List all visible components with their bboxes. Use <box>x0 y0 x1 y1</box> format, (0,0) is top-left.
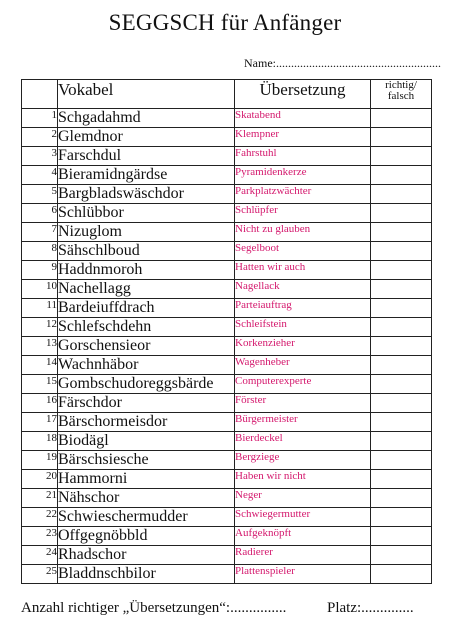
place-label: Platz:.............. <box>327 600 414 616</box>
row-number: 14 <box>22 356 58 375</box>
table-row <box>22 185 432 204</box>
table-row <box>22 166 432 185</box>
row-number: 11 <box>22 299 58 318</box>
translation-text: Radierer <box>235 546 371 565</box>
table-row <box>22 147 432 166</box>
translation-text: Förster <box>235 394 371 413</box>
correct-wrong-cell <box>371 223 432 242</box>
table-row <box>22 128 432 147</box>
vocab-word: Nachellagg <box>58 280 235 299</box>
row-number: 24 <box>22 546 58 565</box>
correct-wrong-cell <box>371 565 432 584</box>
table-row <box>22 470 432 489</box>
row-number: 17 <box>22 413 58 432</box>
vocab-word: Schgadahmd <box>58 109 235 128</box>
translation-text: Korkenzieher <box>235 337 371 356</box>
vocab-word: Haddnmoroh <box>58 261 235 280</box>
name-field-line: Name:....................................................... <box>244 56 441 70</box>
correct-wrong-cell <box>371 489 432 508</box>
row-number: 7 <box>22 223 58 242</box>
row-number: 23 <box>22 527 58 546</box>
vocabulary-table <box>21 79 432 584</box>
row-number: 4 <box>22 166 58 185</box>
table-row <box>22 356 432 375</box>
row-number: 10 <box>22 280 58 299</box>
correct-wrong-cell <box>371 375 432 394</box>
correct-wrong-cell <box>371 413 432 432</box>
worksheet-title: SEGGSCH für Anfänger <box>108 10 342 35</box>
vocab-word: Schlefschdehn <box>58 318 235 337</box>
vocab-word: Bärschsiesche <box>58 451 235 470</box>
vocab-word: Nizuglom <box>58 223 235 242</box>
row-number: 13 <box>22 337 58 356</box>
translation-text: Aufgeknöpft <box>235 527 371 546</box>
correct-wrong-cell <box>371 147 432 166</box>
row-number: 6 <box>22 204 58 223</box>
correct-wrong-cell <box>371 109 432 128</box>
correct-wrong-cell <box>371 185 432 204</box>
vocab-word: Bardeiuffdrach <box>58 299 235 318</box>
translation-text: Bürgermeister <box>235 413 371 432</box>
row-number: 3 <box>22 147 58 166</box>
row-number: 2 <box>22 128 58 147</box>
vocab-word: Hammorni <box>58 470 235 489</box>
table-row <box>22 508 432 527</box>
header-check-line2: falsch <box>387 90 415 102</box>
correct-wrong-cell <box>371 508 432 527</box>
row-number: 22 <box>22 508 58 527</box>
table-row <box>22 242 432 261</box>
row-number: 8 <box>22 242 58 261</box>
table-row <box>22 565 432 584</box>
correct-wrong-cell <box>371 204 432 223</box>
translation-text: Schleifstein <box>235 318 371 337</box>
correct-wrong-cell <box>371 242 432 261</box>
table-row <box>22 109 432 128</box>
translation-text: Klempner <box>235 128 371 147</box>
row-number: 5 <box>22 185 58 204</box>
correct-wrong-cell <box>371 527 432 546</box>
translation-text: Fahrstuhl <box>235 147 371 166</box>
vocab-word: Farschdul <box>58 147 235 166</box>
translation-text: Bierdeckel <box>235 432 371 451</box>
translation-text: Wagenheber <box>235 356 371 375</box>
correct-wrong-cell <box>371 470 432 489</box>
vocab-word: Glemdnor <box>58 128 235 147</box>
row-number: 15 <box>22 375 58 394</box>
translation-text: Nagellack <box>235 280 371 299</box>
correct-wrong-cell <box>371 280 432 299</box>
correct-wrong-cell <box>371 318 432 337</box>
table-row <box>22 489 432 508</box>
translation-text: Haben wir nicht <box>235 470 371 489</box>
row-number: 25 <box>22 565 58 584</box>
header-correct-wrong <box>371 80 432 109</box>
vocab-word: Gorschensieor <box>58 337 235 356</box>
vocab-word: Bargbladswäschdor <box>58 185 235 204</box>
translation-text: Parteiauftrag <box>235 299 371 318</box>
translation-text: Skatabend <box>235 109 371 128</box>
translation-text: Parkplatzwächter <box>235 185 371 204</box>
vocab-word: Bladdnschbilor <box>58 565 235 584</box>
row-number: 20 <box>22 470 58 489</box>
table-row <box>22 299 432 318</box>
correct-wrong-cell <box>371 261 432 280</box>
table-row <box>22 337 432 356</box>
table-row <box>22 546 432 565</box>
translation-text: Pyramidenkerze <box>235 166 371 185</box>
table-row <box>22 432 432 451</box>
correct-wrong-cell <box>371 356 432 375</box>
table-row <box>22 261 432 280</box>
table-row <box>22 394 432 413</box>
translation-text: Nicht zu glauben <box>235 223 371 242</box>
translation-text: Computerexperte <box>235 375 371 394</box>
row-number: 12 <box>22 318 58 337</box>
table-header-row <box>22 80 432 109</box>
translation-text: Neger <box>235 489 371 508</box>
vocab-word: Gombschudoreggsbärde <box>58 375 235 394</box>
vocab-word: Rhadschor <box>58 546 235 565</box>
correct-wrong-cell <box>371 166 432 185</box>
vocab-word: Biodägl <box>58 432 235 451</box>
header-check-line1: richtig/ <box>385 79 417 91</box>
vocab-word: Sähschlboud <box>58 242 235 261</box>
correct-count-label: Anzahl richtiger „Übersetzungen“:............... <box>21 600 287 616</box>
table-row <box>22 527 432 546</box>
table-body <box>22 109 432 584</box>
table-row <box>22 413 432 432</box>
row-number: 19 <box>22 451 58 470</box>
table-row <box>22 375 432 394</box>
row-number: 16 <box>22 394 58 413</box>
table-row <box>22 318 432 337</box>
row-number: 21 <box>22 489 58 508</box>
table-row <box>22 451 432 470</box>
table-row <box>22 223 432 242</box>
correct-wrong-cell <box>371 432 432 451</box>
correct-wrong-cell <box>371 546 432 565</box>
vocab-word: Bieramidngärdse <box>58 166 235 185</box>
vocab-word: Schwieschermudder <box>58 508 235 527</box>
row-number: 18 <box>22 432 58 451</box>
vocab-word: Offgegnöbbld <box>58 527 235 546</box>
correct-wrong-cell <box>371 394 432 413</box>
translation-text: Plattenspieler <box>235 565 371 584</box>
correct-wrong-cell <box>371 451 432 470</box>
vocab-word: Nähschor <box>58 489 235 508</box>
translation-text: Bergziege <box>235 451 371 470</box>
header-translation: Übersetzung <box>235 80 371 109</box>
header-vocab: Vokabel <box>58 80 235 109</box>
translation-text: Schwiegermutter <box>235 508 371 527</box>
header-number <box>22 80 58 109</box>
correct-wrong-cell <box>371 128 432 147</box>
vocab-word: Schlübbor <box>58 204 235 223</box>
table-row <box>22 280 432 299</box>
correct-wrong-cell <box>371 299 432 318</box>
translation-text: Schlüpfer <box>235 204 371 223</box>
row-number: 1 <box>22 109 58 128</box>
table-row <box>22 204 432 223</box>
vocab-word: Färschdor <box>58 394 235 413</box>
correct-wrong-cell <box>371 337 432 356</box>
vocab-word: Bärschormeisdor <box>58 413 235 432</box>
translation-text: Hatten wir auch <box>235 261 371 280</box>
row-number: 9 <box>22 261 58 280</box>
vocab-word: Wachnhäbor <box>58 356 235 375</box>
translation-text: Segelboot <box>235 242 371 261</box>
